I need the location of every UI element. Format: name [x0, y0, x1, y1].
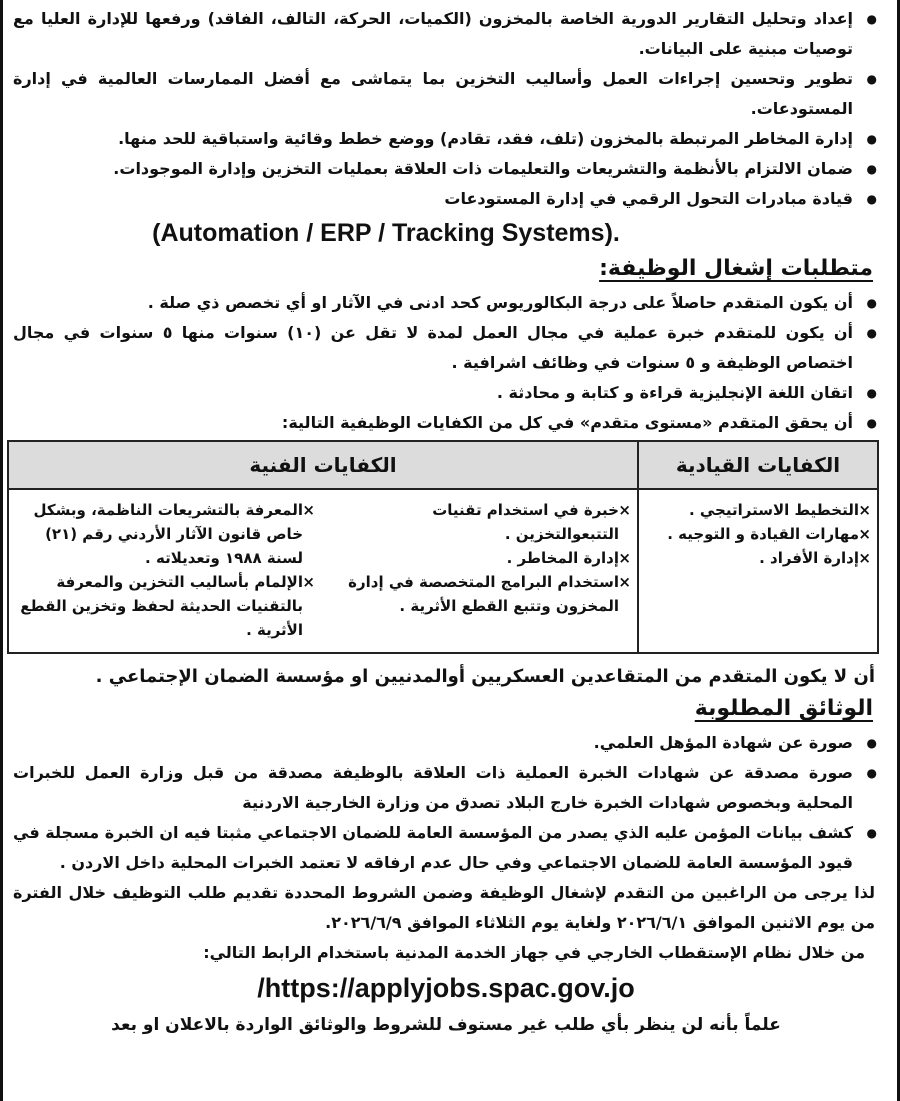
leadership-competencies-header: الكفايات القيادية: [638, 441, 878, 489]
requirement-item: ● اتقان اللغة الإنجليزية قراءة و كتابة و محادثة .: [13, 378, 879, 408]
leadership-competencies-cell: [638, 489, 878, 653]
technical-competencies-col-1: [331, 498, 631, 642]
duty-item: ● تطوير وتحسين إجراءات العمل وأساليب التخزين بما يتماشى مع أفضل الممارسات العالمية في إدارة المستودعات.: [13, 64, 879, 124]
documents-heading: الوثائق المطلوبة: [694, 696, 873, 721]
document-item: ● صورة مصدقة عن شهادات الخبرة العملية ذات العلاقة بالوظيفة مصدقة من قبل وزارة العمل للخبرات المحلية وبخصوص شهادات الخبرة خارج البلاد تصدق من وزارة الخارجية الاردنية: [13, 758, 879, 818]
application-paragraph: لذا يرجى من الراغبين من التقدم لإشغال الوظيفة وضمن الشروط المحددة تقديم طلب التوظيف خلال الفترة من يوم الاثنين الموافق ٢٠٢٦/٦/١ ولغاية يوم الثلاثاء الموافق ٢٠٢٦/٦/٩.: [13, 883, 875, 932]
technical-competency-item: × خبرة في استخدام تقنيات التتبعوالتخزين .: [331, 498, 631, 546]
leadership-competency-item: × إدارة الأفراد .: [645, 546, 871, 570]
duty-item: ● إدارة المخاطر المرتبطة بالمخزون (تلف، فقد، تقادم) ووضع خطط وقائية واستباقية للحد منها.: [13, 124, 879, 154]
duty-item: ● ضمان الالتزام بالأنظمة والتشريعات والتعليمات ذات العلاقة بعمليات التخزين وإدارة الموجودات.: [13, 154, 879, 184]
portal-line: من خلال نظام الإستقطاب الخارجي في جهاز الخدمة المدنية باستخدام الرابط التالي:: [203, 943, 865, 962]
requirements-list: [13, 288, 879, 438]
technical-competencies-col-2: [15, 498, 315, 642]
competencies-table: [7, 440, 879, 654]
retiree-condition: أن لا يكون المتقدم من المتقاعدين العسكريين أوالمدنيين او مؤسسة الضمان الإجتماعي .: [95, 666, 875, 687]
application-url-link[interactable]: /https://applyjobs.spac.gov.jo: [257, 973, 635, 1003]
duties-list: [13, 4, 879, 214]
leadership-competency-item: × التخطيط الاستراتيجي .: [645, 498, 871, 522]
document-item: ● كشف بيانات المؤمن عليه الذي يصدر من المؤسسة العامة للضمان الاجتماعي مثبتا فيه ان الخبرة مسجلة في قيود المؤسسة العامة للضمان الاجتماعي وفي حال عدم ارفاقه لا تعتمد الخبرات المحلية داخل الاردن .: [13, 818, 879, 878]
footer-note: علماً بأنه لن ينظر بأي طلب غير مستوف للشروط والوثائق الواردة بالاعلان او بعد: [111, 1015, 781, 1035]
document-item: ● صورة عن شهادة المؤهل العلمي.: [13, 728, 879, 758]
leadership-competency-item: × مهارات القيادة و التوجيه .: [645, 522, 871, 546]
technical-competency-item: × المعرفة بالتشريعات الناظمة، وبشكل خاص قانون الآثار الأردني رقم (٢١) لسنة ١٩٨٨ وتعديلاته .: [15, 498, 315, 570]
technical-competency-item: × إدارة المخاطر .: [331, 546, 631, 570]
systems-line: (Automation / ERP / Tracking Systems).: [152, 219, 620, 247]
duty-item: ● إعداد وتحليل التقارير الدورية الخاصة بالمخزون (الكميات، الحركة، التالف، الفاقد) ورفعها للإدارة العليا مع توصيات مبنية على البيانات.: [13, 4, 879, 64]
technical-competencies-cell: [8, 489, 638, 653]
requirement-item: ● أن يحقق المتقدم «مستوى متقدم» في كل من الكفايات الوظيفية التالية:: [13, 408, 879, 438]
duty-item: ● قيادة مبادرات التحول الرقمي في إدارة المستودعات: [13, 184, 879, 214]
technical-competencies-header: الكفايات الفنية: [8, 441, 638, 489]
requirement-item: ● أن يكون للمتقدم خبرة عملية في مجال العمل لمدة لا تقل عن (١٠) سنوات منها ٥ سنوات في مجال اختصاص الوظيفة و ٥ سنوات في وظائف اشرافية .: [13, 318, 879, 378]
technical-competency-item: × استخدام البرامج المتخصصة في إدارة المخزون وتتبع القطع الأثرية .: [331, 570, 631, 618]
requirement-item: ● أن يكون المتقدم حاصلاً على درجة البكالوريوس كحد ادنى في الآثار او أي تخصص ذي صلة .: [13, 288, 879, 318]
documents-list: [13, 728, 879, 878]
requirements-heading: متطلبات إشغال الوظيفة:: [599, 256, 873, 281]
technical-competency-item: × الإلمام بأساليب التخزين والمعرفة بالتقنيات الحديثة لحفظ وتخزين القطع الأثرية .: [15, 570, 315, 642]
